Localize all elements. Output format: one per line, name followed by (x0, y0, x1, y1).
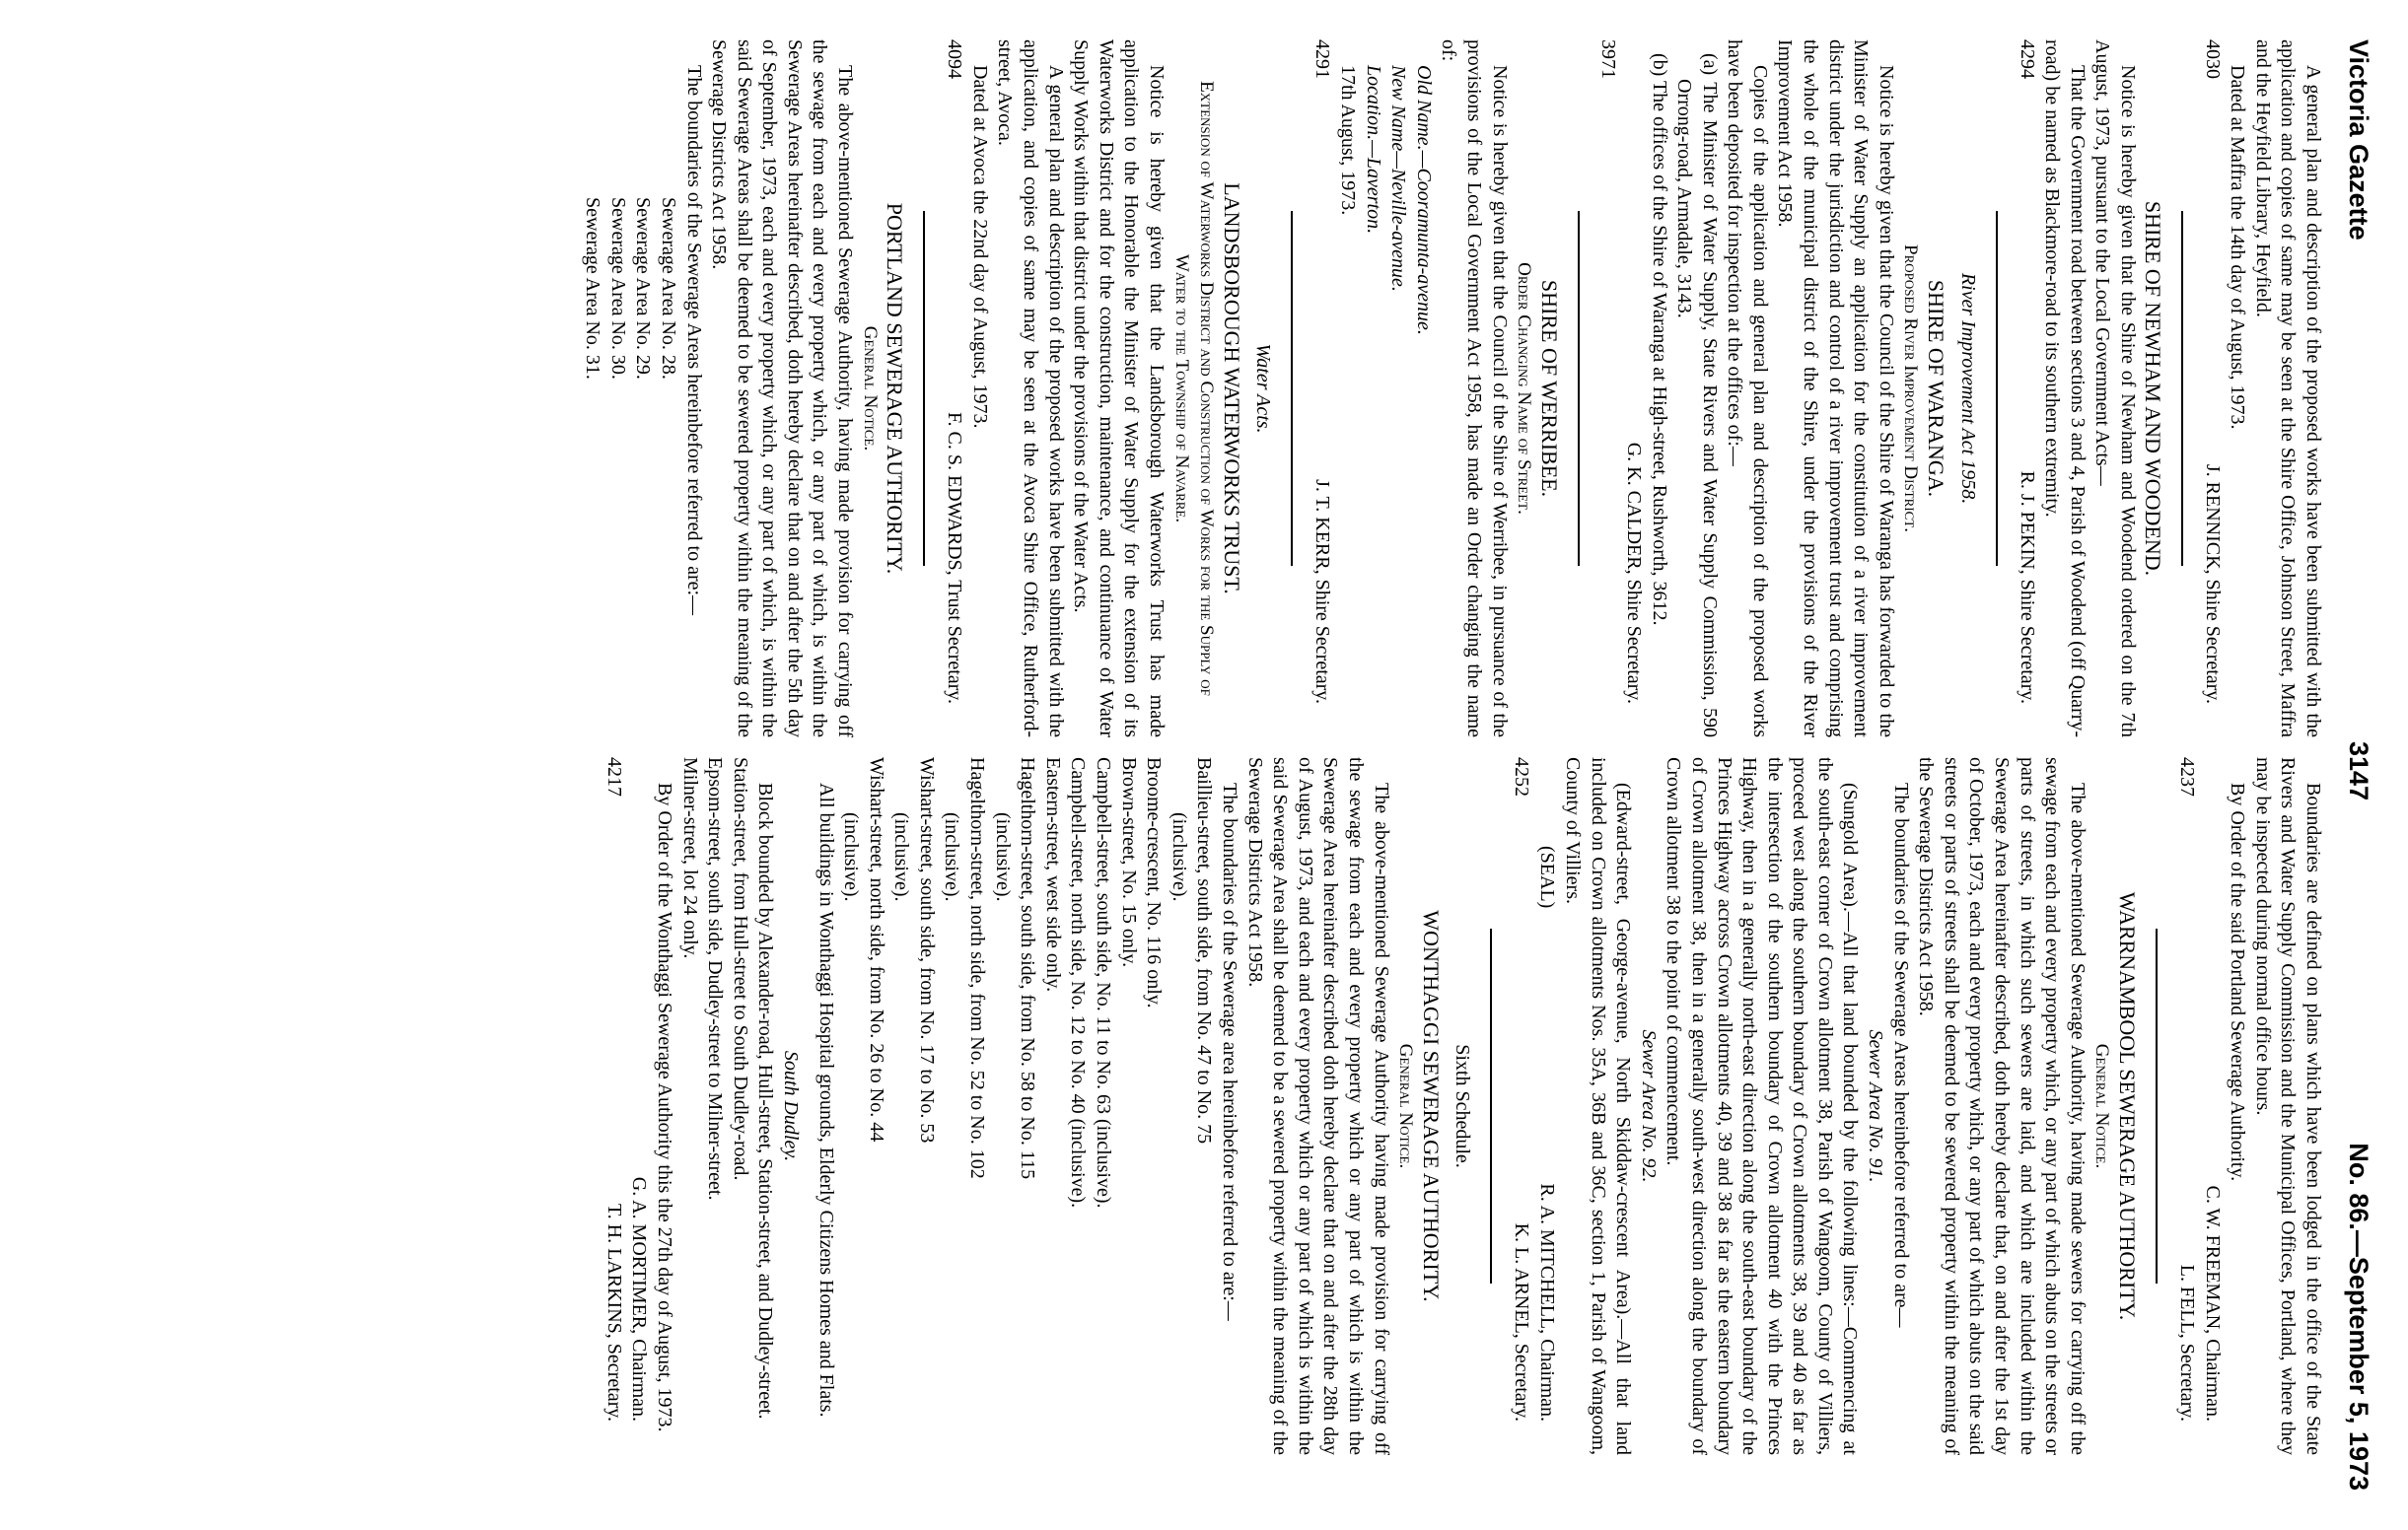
street-item: Hagelthorn-street, north side, from No. 52 to No. 102 (966, 757, 989, 1179)
street-item: All buildings in Wonthaggi Hospital grounds, Elderly Citizens Homes and Flats. (814, 783, 837, 1418)
page-header (2337, 39, 2371, 1491)
notice-subtitle: General Notice. (2091, 1043, 2113, 1169)
street-item-cont: (inclusive). (890, 812, 913, 902)
signature-row (1533, 757, 1559, 1455)
street-item: Wishart-street, south side, from No. 17 to No. 53 (915, 757, 938, 1144)
notice-number: 4094 (944, 39, 966, 79)
sewer-area-heading: Sewer Area No. 91. (1865, 1029, 1887, 1183)
divider (1578, 211, 1580, 566)
sewerage-area-item: Sewerage Area No. 31. (582, 197, 604, 380)
street-item: Block bounded by Alexander-road, Hull-street, Station-street, and Dudley-street. (754, 783, 777, 1420)
divider (1291, 211, 1293, 566)
street-item-cont: (inclusive). (991, 812, 1014, 902)
notice-subtitle: Order Changing Name of Street. (1514, 262, 1535, 515)
list-marker: (a) (1698, 53, 1721, 76)
notice-number: 4030 (2201, 39, 2224, 79)
signature: K. L. ARNEL, Secretary. (1511, 1222, 1533, 1422)
signature-row (2173, 757, 2199, 1455)
signature: T. H. LARKINS, Secretary. (602, 1203, 625, 1422)
street-item: Eastern-street, west side only. (1041, 757, 1064, 993)
page-number: 3147 (2344, 741, 2373, 801)
signature: R. A. MITCHELL, Chairman. (1536, 1183, 1559, 1422)
list-marker: (b) (1648, 53, 1670, 77)
notice-paragraph: The above-mentioned Sewerage Authority, having made provision for carrying off the sewage from each and every property which, or any part of which, is within the Sewerage Areas hereinafter described, doth hereby declare that on and after the 5th day of September, 1973, each and every property which, or any part of which, is within the said Sewerage Areas shall be deemed to be sewered property within the meaning of the Sewerage Districts Act 1958. (708, 39, 857, 737)
street-item: Epsom-street, south side, Dudley-street to Milner-street. (704, 757, 727, 1201)
divider (1490, 929, 1492, 1284)
location: Location.—Laverton. (1362, 65, 1384, 235)
signature: R. J. PEKIN, Shire Secretary. (2016, 470, 2038, 704)
street-item-cont: (inclusive). (941, 812, 963, 902)
header-title: Victoria Gazette (2344, 39, 2373, 241)
signature: L. FELL, Secretary. (2176, 1264, 2199, 1422)
signature: J. T. KERR, Shire Secretary. (1311, 479, 1334, 704)
notice-paragraph: The above-mentioned Sewerage Authority having made provision for carrying off the sewage from each and every property which or any part of which is within the Sewerage Area hereinafter described doth hereby declare that on and after the 28th day of August, 1973, and each and every property which or any part of which is within the said Sewerage Area shall be deemed to be a sewered property within the meaning of the Sewerage Districts Act 1958. (1243, 757, 1392, 1455)
divider (2156, 929, 2158, 1284)
notice-paragraph: The above-mentioned Sewerage Authority, having made sewers for carrying off the sewage from each and every property which, or any part of which abuts on the streets or parts of streets, in which such sewers are laid, and which are included within the Sewerage Area hereinafter described, doth hereby declare that, on and after the 1st day of October, 1973, each and every property which, or any part of which abuts on the said streets or parts of streets shall be deemed to be sewered property within the meaning of the Sewerage Districts Act 1958. (1915, 757, 2089, 1455)
notice-number: 3971 (1597, 39, 1620, 79)
street-item: Wishart-street, north side, from No. 26 to No. 44 (865, 757, 887, 1143)
notice-date: 17th August, 1973. (1337, 65, 1359, 216)
divider (2181, 211, 2183, 566)
seal: (SEAL) (1536, 846, 1559, 909)
list-item (1646, 39, 1671, 737)
notice-paragraph: The boundaries of the Sewerage Areas hereinbefore referred to are— (1889, 783, 1912, 1328)
sewerage-area-item: Sewerage Area No. 28. (657, 197, 679, 380)
signature: G. K. CALDER, Shire Secretary. (1622, 442, 1645, 704)
dated-line: Dated at Maffra the 14th day of August, 1973. (2227, 65, 2249, 430)
notice-paragraph: Copies of the application and general plan and description of the proposed works have been deposited for inspection at the offices of:— (1724, 39, 1771, 737)
notice-title: PORTLAND SEWERAGE AUTHORITY. (883, 202, 908, 575)
notice-paragraph: The boundaries of the Sewerage area hereinbefore referred to are:— (1219, 783, 1241, 1321)
order-line: By Order of the Wonthaggi Sewerage Authority this the 27th day of August, 1973. (653, 783, 675, 1432)
street-item: Hagelthorn-street, south side, from No. 58 to No. 115 (1017, 757, 1039, 1180)
section-heading: South Dudley. (779, 1050, 802, 1162)
street-item: Broome-crescent, No. 116 only. (1143, 757, 1166, 1008)
notice-subtitle: General Notice. (859, 325, 881, 452)
notice-subtitle: Extension of Waterworks District and Construction of Works for the Supply of Water to the Township of Navarre. (1170, 81, 1218, 696)
notice-paragraph: Notice is hereby given that the Shire of Newham and Woodend ordered on the 7th August, 1973, pursuant to the Local Government Acts— (2091, 39, 2140, 737)
street-item: Campbell-street, north side, No. 12 to No. 40 (inclusive). (1067, 757, 1090, 1209)
signature-row (2199, 39, 2225, 737)
notice-title: SHIRE OF NEWHAM AND WOODEND. (2140, 200, 2165, 577)
left-column (37, 39, 2325, 737)
new-name: New Name—Neville-avenue. (1387, 65, 1410, 292)
list-text: The offices of the Shire of Waranga at High-street, Rushworth, 3612. (1648, 80, 1670, 626)
notice-paragraph: The boundaries of the Sewerage Areas hereinbefore referred to are:— (682, 65, 705, 616)
street-item: Brown-street, No. 15 only. (1117, 757, 1140, 968)
schedule-heading: Sixth Schedule. (1452, 1044, 1474, 1168)
notice-paragraph: Notice is hereby given that the Council of the Shire of Werribee, in pursuance of the provisions of the Local Government Act 1958, has made an Order changing the name of: (1438, 39, 1511, 737)
notice-title: WARRNAMBOOL SEWERAGE AUTHORITY. (2115, 891, 2141, 1321)
notice-title: SHIRE OF WARANGA. (1924, 279, 1949, 498)
dated-line: Dated at Avoca the 22nd day of August, 1973. (968, 65, 991, 429)
notice-paragraph: A general plan and description of the proposed works have been submitted with the application, and copies of same may be seen at the Avoca Shire Office, Rutherford-street, Avoca. (994, 39, 1067, 737)
issue-date: No. 86.—September 5, 1973 (2344, 1143, 2373, 1491)
sewerage-area-item: Sewerage Area No. 29. (632, 197, 655, 380)
divider (1996, 211, 1998, 566)
notice-title: SHIRE OF WERRIBEE. (1536, 279, 1562, 498)
notice-title: WONTHAGGI SEWERAGE AUTHORITY. (1418, 910, 1444, 1302)
notice-subtitle: General Notice. (1395, 1043, 1417, 1169)
sewerage-area-item: Sewerage Area No. 30. (606, 197, 629, 380)
street-item: Station-street, from Hull-street to South Dudley-road. (729, 757, 751, 1181)
signature: F. C. S. EDWARDS, Trust Secretary. (944, 411, 966, 704)
act-heading: Water Acts. (1252, 343, 1275, 434)
signature-row (601, 757, 626, 1455)
signature-row (1309, 39, 1334, 737)
notice-number: 4252 (1511, 757, 1533, 797)
notice-paragraph: Notice is hereby given that the Council of the Shire of Waranga has forwarded to the Minister of Water Supply an application for the constitution of a river improvement district under the jurisdiction and control of a river improvement trust and comprising the whole of the municipal district of the Shire, under the provisions of the River Improvement Act 1958. (1774, 39, 1897, 737)
street-item-cont: (inclusive). (1168, 812, 1190, 902)
act-heading: River Improvement Act 1958. (1956, 272, 1979, 505)
notice-number: 4237 (2176, 757, 2199, 797)
signature: G. A. MORTIMER, Chairman. (628, 1176, 651, 1422)
divider (923, 211, 925, 566)
signature-row (941, 39, 966, 737)
notice-subtitle: Proposed River Improvement District. (1900, 244, 1922, 532)
signature-row (2014, 39, 2039, 737)
order-line: By Order of the said Portland Sewerage Authority. (2227, 783, 2249, 1182)
notice-paragraph: Notice is hereby given that the Landsborough Waterworks Trust has made application to the Honorable the Minister of Water Supply for the extension of its Waterworks District and for the construction, maintenance, and continuance of Water Supply Works within that district under the provisions of the Water Acts. (1070, 39, 1169, 737)
signature-row (1508, 757, 1533, 1455)
list-item (1671, 39, 1722, 737)
street-item-cont: (inclusive). (840, 812, 863, 902)
street-item: Milner-street, lot 24 only. (678, 757, 701, 959)
list-text: The Minister of Water Supply, State Rivers and Water Supply Commission, 590 Orrong-road, Armadale, 3143. (1673, 79, 1721, 737)
notice-number: 4217 (602, 757, 625, 797)
street-item: Campbell-street, south side, No. 11 to No. 63 (inclusive). (1093, 757, 1115, 1209)
old-name: Old Name.—Cooramunta-avenue. (1412, 65, 1435, 335)
sewer-area-heading: Sewer Area No. 92. (1637, 1029, 1660, 1183)
notice-number: 4294 (2016, 39, 2038, 79)
notice-paragraph: (Edward-street, George-avenue, North Skiddaw-crescent Area).—All that land included on Crown allotments Nos. 35A, 36B and 36C, section 1, Parish of Wangoom, County of Villiers. (1561, 757, 1635, 1455)
notice-title: LANDSBOROUGH WATERWORKS TRUST. (1219, 182, 1244, 594)
signature: C. W. FREEMAN, Chairman. (2201, 1185, 2224, 1422)
street-item: Baillieu-street, south side, from No. 47 to No. 75 (1193, 757, 1216, 1145)
right-column (37, 757, 2325, 1455)
notice-paragraph: Boundaries are defined on plans which have been lodged in the office of the State Rivers and Water Supply Commission and the Municipal Offices, Portland, where they may be inspected during normal office hours. (2251, 757, 2324, 1455)
signature: J. RENNICK, Shire Secretary. (2201, 463, 2224, 704)
notice-paragraph: That the Government road between sections 3 and 4, Parish of Woodend (off Quarry-road) be named as Blackmore-road to its southern extremity. (2041, 39, 2089, 737)
notice-number: 4291 (1311, 39, 1334, 79)
notice-paragraph: A general plan and description of the proposed works have been submitted with the application and copies of same may be seen at the Shire Office, Johnson Street, Maffra and the Heyfield Library, Heyfield. (2251, 39, 2324, 737)
notice-paragraph: (Sungold Area).—All that land bounded by the following lines:—Commencing at the south-east corner of Crown allotment 38, Parish of Wangoom, County of Villiers, proceed west along the southern boundary of Crown allotments 38, 39 and 40 as far as the intersection of the southern boundary of Crown allotment 40 with the Princes Highway, then in a generally north-east direction along the south-east boundary of the Princes Highway across Crown allotments 40, 39 and 38 as far as the eastern boundary of Crown allotment 38, then in a generally south-west direction along the boundary of Crown allotment 38 to the point of commencement. (1663, 757, 1862, 1455)
